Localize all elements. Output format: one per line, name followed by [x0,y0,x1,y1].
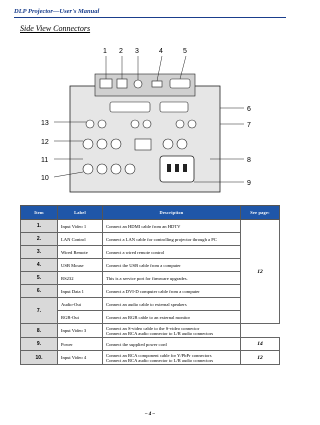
row-description: This is a service port for firmware upgrades. [103,272,241,285]
rca-jack-9 [125,164,135,174]
audio-jack-6 [188,120,196,128]
callout-7: 7 [247,122,251,129]
callout-6: 6 [247,106,251,113]
row-description [103,324,241,338]
header-page: See page: [241,206,280,220]
table-row [21,324,280,338]
row-label: Input Video 3 [58,324,103,338]
row-item: 5. [21,272,58,285]
rca-jack-6 [83,164,93,174]
callout-8: 8 [247,157,251,164]
row-description-line-2: Connect an RCA audio connector to L/R audio connectors [106,357,214,363]
power-pin-1 [167,164,171,172]
hdmi-port [100,79,112,88]
power-pin-3 [183,164,187,172]
lan-port [117,79,127,88]
row-description: Connect the USB cable from a computer [103,259,241,272]
audio-jack-5 [176,120,184,128]
table-header-row [21,206,280,220]
callout-10: 10 [41,175,49,182]
header-label: Label [58,206,103,220]
row-description [103,351,241,365]
rca-jack-3 [111,139,121,149]
audio-jack-1 [86,120,94,128]
row-description-line-2: Connect an RCA audio connector to L/R audio connectors [106,330,214,336]
side-view-diagram [40,44,260,194]
rca-jack-4 [163,139,173,149]
power-pin-2 [175,164,179,172]
rca-jack-5 [177,139,187,149]
row-item: 9. [21,338,58,351]
callout-11: 11 [41,157,49,164]
row-label: Wired Remote [58,246,103,259]
row-description: Connect an audio cable to external speakers [103,298,241,311]
wired-remote-port [134,80,142,88]
row-item: 7. [21,298,58,324]
callout-13: 13 [41,120,49,127]
row-page: 12 [241,220,280,324]
callout-3: 3 [135,48,139,55]
page-number: – 4 – [145,412,155,417]
row-item: 8. [21,324,58,338]
row-label: RS232 [58,272,103,285]
row-description: Connect a wired remote control [103,246,241,259]
manual-header: DLP Projector—User's Manual [14,8,100,15]
row-label: Input Video 4 [58,351,103,365]
row-item: 2. [21,233,58,246]
table-row [21,351,280,365]
callout-5: 5 [183,48,187,55]
header-rule [14,17,286,18]
callout-9: 9 [247,180,251,187]
callout-1: 1 [103,48,107,55]
rs232-port [170,79,190,88]
table-row [21,338,280,351]
audio-jack-3 [131,120,139,128]
row-page: 14 [241,338,280,351]
row-page: 12 [241,351,280,365]
row-label: Input Data 1 [58,285,103,298]
rca-jack-7 [97,164,107,174]
section-title: Side View Connectors [20,24,91,33]
row-label: Audio-Out [58,298,103,311]
row-item: 1. [21,220,58,233]
row-label: USB Mouse [58,259,103,272]
rgb-port [160,102,188,112]
row-description: Connect a DVI-D computer cable from a computer [103,285,241,298]
row-item: 4. [21,259,58,272]
row-description-line-1: Connect an RCA component cable for Y/PbPr connectors [106,352,212,358]
callout-4: 4 [159,48,163,55]
row-item: 3. [21,246,58,259]
table-row [21,220,280,233]
usb-port [152,81,162,87]
header-description: Description [103,206,241,220]
row-description: Connect the supplied power cord [103,338,241,351]
svideo-port [135,139,151,150]
row-label: Power [58,338,103,351]
row-label: RGB-Out [58,311,103,324]
rca-jack-8 [111,164,121,174]
row-description: Connect an HDMI cable from an HDTV [103,220,241,233]
row-item: 10. [21,351,58,365]
row-item: 6. [21,285,58,298]
row-description-line-1: Connect an S-video cable to the S-video connector [106,325,200,331]
dvi-port [110,102,150,112]
connector-table [20,205,280,365]
rca-jack-1 [83,139,93,149]
rca-jack-2 [97,139,107,149]
callout-2: 2 [119,48,123,55]
row-description: Connect a LAN cable for controlling projector through a PC [103,233,241,246]
header-item: Item [21,206,58,220]
row-label: Input Video 1 [58,220,103,233]
audio-jack-4 [143,120,151,128]
audio-jack-2 [98,120,106,128]
callout-12: 12 [41,139,49,146]
row-description: Connect an RGB cable to an external monitor [103,311,241,324]
row-label: LAN Control [58,233,103,246]
